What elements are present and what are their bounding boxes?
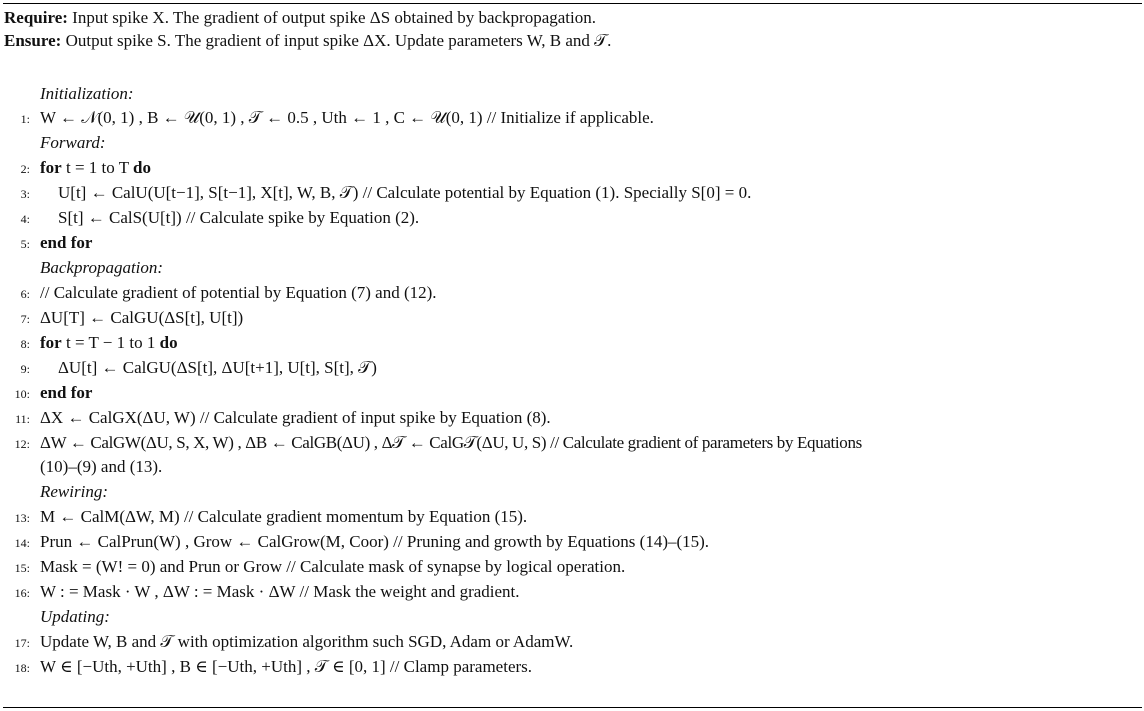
line-number: 5: [20, 237, 30, 251]
line-text: ΔW ← CalGW(ΔU, S, X, W) , ΔB ← CalGB(ΔU) , Δ𝒯 ← CalG𝒯(ΔU, U, S) // Calculate gradient of parameters by Equations [40, 433, 862, 452]
line-number: 13: [14, 511, 30, 525]
line-text: Update W, B and 𝒯 with optimization algorithm such SGD, Adam or AdamW. [40, 632, 574, 651]
line-number: 3: [20, 187, 30, 201]
line-number: 18: [14, 661, 30, 675]
line-text: for t = 1 to T do [40, 158, 151, 177]
require-line [4, 8, 596, 28]
line-number: 7: [20, 312, 30, 326]
bottom-rule [3, 707, 1142, 708]
line-text: Mask = (W! = 0) and Prun or Grow // Calculate mask of synapse by logical operation. [40, 557, 626, 576]
line-text: end for [40, 383, 93, 402]
line-number: 9: [20, 362, 30, 376]
line-number: 12: [14, 437, 30, 451]
line-text: ΔX ← CalGX(ΔU, W) // Calculate gradient of input spike by Equation (8). [40, 408, 551, 427]
line-number: 11: [15, 412, 30, 426]
require-text: Input spike X. The gradient of output spike ΔS obtained by backpropagation. [72, 8, 596, 27]
line-text: for t = T − 1 to 1 do [40, 333, 178, 352]
line-number: 1: [20, 112, 30, 126]
line-number: 15: [14, 561, 30, 575]
line-text: (10)–(9) and (13). [40, 457, 163, 476]
line-number: 6: [20, 287, 30, 301]
line-text: W : = Mask · W , ΔW : = Mask · ΔW // Mask the weight and gradient. [40, 582, 520, 601]
line-text: ΔU[t] ← CalGU(ΔS[t], ΔU[t+1], U[t], S[t], 𝒯) [58, 358, 377, 377]
ensure-text: Output spike S. The gradient of input spike ΔX. Update parameters W, B and 𝒯. [65, 31, 612, 50]
line-number: 8: [20, 337, 30, 351]
top-rule [3, 3, 1142, 4]
line-number: 17: [14, 636, 30, 650]
line-text: Prun ← CalPrun(W) , Grow ← CalGrow(M, Coor) // Pruning and growth by Equations (14)–(15). [40, 532, 710, 551]
ensure-label: Ensure: [4, 31, 62, 50]
line-text: U[t] ← CalU(U[t−1], S[t−1], X[t], W, B, 𝒯) // Calculate potential by Equation (1). Specially S[0] = 0. [58, 183, 752, 202]
line-text: W ← 𝒩(0, 1) , B ← 𝒰(0, 1) , 𝒯 ← 0.5 , Uth ← 1 , C ← 𝒰(0, 1) // Initialize if applicable. [40, 108, 654, 127]
require-label: Require: [4, 8, 68, 27]
line-number: 10: [14, 387, 30, 401]
line-text: W ∈ [−Uth, +Uth] , B ∈ [−Uth, +Uth] , 𝒯 ∈ [0, 1] // Clamp parameters. [40, 657, 533, 676]
line-number: 2: [20, 162, 30, 176]
line-number: 16: [14, 586, 30, 600]
line-text: M ← CalM(ΔW, M) // Calculate gradient momentum by Equation (15). [40, 507, 528, 526]
ensure-line [4, 31, 611, 51]
line-number: 4: [20, 212, 30, 226]
line-text: // Calculate gradient of potential by Equation (7) and (12). [40, 283, 437, 302]
line-text: ΔU[T] ← CalGU(ΔS[t], U[t]) [40, 308, 244, 327]
line-text: end for [40, 233, 93, 252]
line-number: 14: [14, 536, 30, 550]
line-text: S[t] ← CalS(U[t]) // Calculate spike by Equation (2). [58, 208, 420, 227]
